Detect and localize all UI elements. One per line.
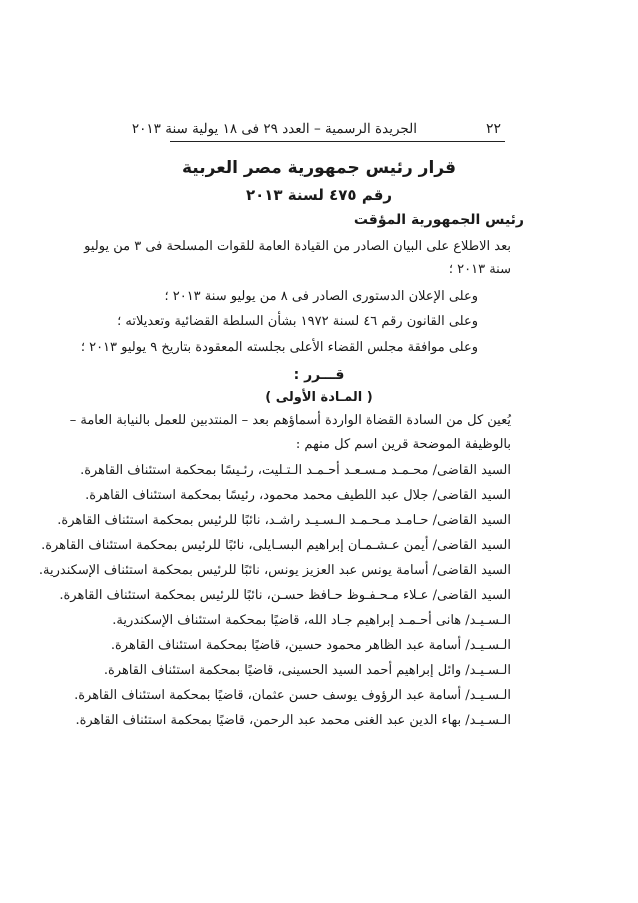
- article-text-line: بالوظيفة الموضحة قرين اسم كل منهم :: [295, 437, 511, 452]
- decree-issuer: رئيس الجمهورية المؤقت: [353, 212, 524, 228]
- appointment-line: الـسـيـد/ بهاء الدين عبد الغنى محمد عبد الرحمن، قاضيًا بمحكمة استئناف القاهرة.: [75, 713, 511, 728]
- appointment-line: الـسـيـد/ أسامة عبد الظاهر محمود حسين، قاضيًا بمحكمة استئناف القاهرة.: [110, 638, 511, 653]
- decision-heading: قـــرر :: [293, 367, 345, 383]
- appointment-line: السيد القاضى/ عـلاء مـحـفـوظ حـافظ حسـن، نائبًا للرئيس بمحكمة استئناف القاهرة.: [59, 588, 511, 603]
- appointment-line: السيد القاضى/ حـامـد مـحـمـد الـسـيـد راشـد، نائبًا للرئيس بمحكمة استئناف القاهرة.: [57, 513, 511, 528]
- appointment-line: السيد القاضى/ أيمن عـشـمـان إبراهيم البسـايلى، نائبًا للرئيس بمحكمة استئناف القاهرة.: [41, 538, 511, 553]
- article-text-line: يُعين كل من السادة القضاة الواردة أسماؤهم بعد – المنتدبين للعمل بالنيابة العامة –: [69, 413, 511, 428]
- preamble-line: سنة ٢٠١٣ ؛: [448, 262, 511, 277]
- decree-title: قرار رئيس جمهورية مصر العربية: [181, 158, 456, 178]
- article-heading: ( المـادة الأولى ): [265, 390, 373, 405]
- decree-number: رقم ٤٧٥ لسنة ٢٠١٣: [245, 186, 393, 204]
- page-number: ٢٢: [485, 121, 501, 137]
- appointment-line: الـسـيـد/ وائل إبراهيم أحمد السيد الحسينى، قاضيًا بمحكمة استئناف القاهرة.: [103, 663, 511, 678]
- appointment-line: الـسـيـد/ هانى أحـمـد إبراهيم جـاد الله، قاضيًا بمحكمة استئناف الإسكندرية.: [112, 613, 511, 628]
- appointment-line: السيد القاضى/ محـمـد مـسـعـد أحـمـد الـتـليت، رئـيسًا بمحكمة استئناف القاهرة.: [80, 463, 511, 478]
- preamble-line: وعلى الإعلان الدستورى الصادر فى ٨ من يوليو سنة ٢٠١٣ ؛: [164, 289, 478, 304]
- preamble-line: وعلى القانون رقم ٤٦ لسنة ١٩٧٢ بشأن السلطة القضائية وتعديلاته ؛: [117, 314, 478, 329]
- page-header: [131, 119, 505, 142]
- preamble-line: بعد الاطلاع على البيان الصادر من القيادة العامة للقوات المسلحة فى ٣ من يوليو: [84, 239, 511, 254]
- preamble-line: وعلى موافقة مجلس القضاء الأعلى بجلسته المعقودة بتاريخ ٩ يوليو ٢٠١٣ ؛: [80, 340, 478, 355]
- appointment-line: السيد القاضى/ جلال عبد اللطيف محمد محمود، رئيسًا بمحكمة استئناف القاهرة.: [85, 488, 511, 503]
- running-title: الجريدة الرسمية – العدد ٢٩ فى ١٨ يولية سنة ٢٠١٣: [131, 121, 417, 137]
- appointment-line: السيد القاضى/ أسامة يونس عبد العزيز يونس، نائبًا للرئيس بمحكمة استئناف الإسكندرية.: [38, 563, 511, 578]
- appointment-line: الـسـيـد/ أسامة عبد الرؤوف يوسف حسن عثمان، قاضيًا بمحكمة استئناف القاهرة.: [74, 688, 511, 703]
